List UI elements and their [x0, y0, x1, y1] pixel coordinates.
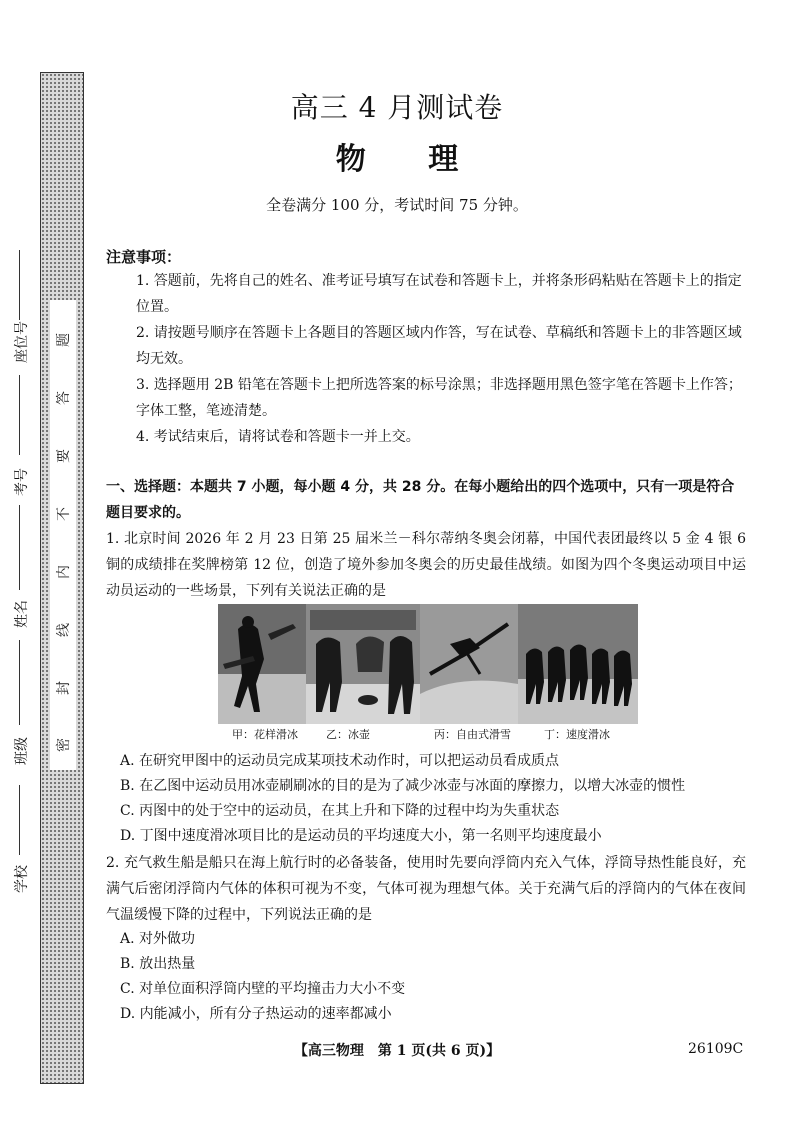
binding-strip-inner	[50, 300, 76, 770]
notice-item: 1. 答题前，先将自己的姓名、准考证号填写在试卷和答题卡上，并将条形码粘贴在答题卡上的指定位置。	[136, 273, 742, 315]
notice-item: 4. 考试结束后，请将试卷和答题卡一并上交。	[136, 429, 420, 445]
subject-title: 物 理	[335, 142, 485, 177]
notice-title: 注意事项：	[106, 248, 182, 266]
exam-title: 高三 4 月测试卷	[290, 91, 504, 124]
speed-skating-photo	[518, 604, 638, 724]
strip-char: 题	[56, 333, 72, 347]
strip-char: 密	[56, 738, 72, 752]
question-2-option-b: B. 放出热量	[120, 956, 196, 972]
curling-photo	[306, 604, 420, 724]
exam-number-label: 考号	[14, 468, 30, 496]
question-1-stem: 1. 北京时间 2026 年 2 月 23 日第 25 届米兰－科尔蒂纳冬奥会闭幕，中国代表团最终以 5 金 4 银 6 铜的成绩排在奖牌榜第 12 位，创造了境外参加冬奥会的历史最佳战绩。如图为四个冬奥运动项目中运动员运动的一些场景，下列有关说法正确的是	[106, 531, 746, 599]
name-line	[19, 505, 20, 590]
question-2-option-c: C. 对单位面积浮筒内壁的平均撞击力大小不变	[120, 981, 406, 997]
figure-skating-photo	[218, 604, 306, 724]
question-2-stem: 2. 充气救生船是船只在海上航行时的必备装备，使用时先要向浮筒内充入气体，浮筒导热性能良好，充满气后密闭浮筒内气体的体积可视为不变，气体可视为理想气体。关于充满气后的浮筒内的气体在夜间气温缓慢下降的过程中，下列说法正确的是	[106, 855, 746, 923]
strip-char: 要	[56, 449, 72, 463]
class-label: 班级	[14, 737, 30, 765]
paper-code: 26109C	[688, 1041, 744, 1057]
question-1-option-c: C. 丙图中的处于空中的运动员，在其上升和下降的过程中均为失重状态	[120, 803, 560, 819]
strip-char: 线	[56, 623, 72, 637]
caption-jia: 甲：花样滑冰	[232, 728, 298, 741]
strip-char: 不	[56, 507, 72, 521]
school-label: 学校	[14, 865, 30, 893]
score-line: 全卷满分 100 分，考试时间 75 分钟。	[266, 196, 528, 214]
name-label: 姓名	[14, 600, 30, 628]
question-2-option-d: D. 内能减小，所有分子热运动的速率都减小	[120, 1006, 392, 1022]
notice-item: 3. 选择题用 2B 铅笔在答题卡上把所选答案的标号涂黑；非选择题用黑色签字笔在答题卡上作答；字体工整，笔迹清楚。	[136, 377, 742, 419]
strip-char: 内	[56, 565, 72, 579]
caption-yi: 乙：冰壶	[326, 728, 370, 741]
exam-number-line	[19, 375, 20, 455]
school-line	[19, 785, 20, 855]
caption-ding: 丁：速度滑冰	[544, 728, 610, 741]
strip-char: 封	[56, 681, 72, 695]
freestyle-skiing-photo	[420, 604, 518, 724]
question-2-option-a: A. 对外做功	[120, 931, 196, 947]
caption-bing: 丙：自由式滑雪	[434, 728, 511, 741]
question-1-option-a: A. 在研究甲图中的运动员完成某项技术动作时，可以把运动员看成质点	[120, 753, 560, 769]
question-1-option-b: B. 在乙图中运动员用冰壶刷刷冰的目的是为了减少冰壶与冰面的摩擦力，以增大冰壶的惯性	[120, 778, 686, 794]
class-line	[19, 640, 20, 725]
strip-char: 答	[56, 391, 72, 405]
section-heading: 一、选择题：本题共 7 小题，每小题 4 分，共 28 分。在每小题给出的四个选项中，只有一项是符合题目要求的。	[106, 479, 735, 521]
seat-number-line	[19, 250, 20, 320]
notice-item: 2. 请按题号顺序在答题卡上各题目的答题区域内作答，写在试卷、草稿纸和答题卡上的非答题区域均无效。	[136, 325, 742, 367]
seat-number-label: 座位号	[14, 321, 30, 363]
question-1-option-d: D. 丁图中速度滑冰项目比的是运动员的平均速度大小，第一名则平均速度最小	[120, 828, 602, 844]
question-1-figure	[218, 604, 638, 724]
page-footer: 【高三物理 第 1 页(共 6 页)】	[293, 1043, 501, 1059]
